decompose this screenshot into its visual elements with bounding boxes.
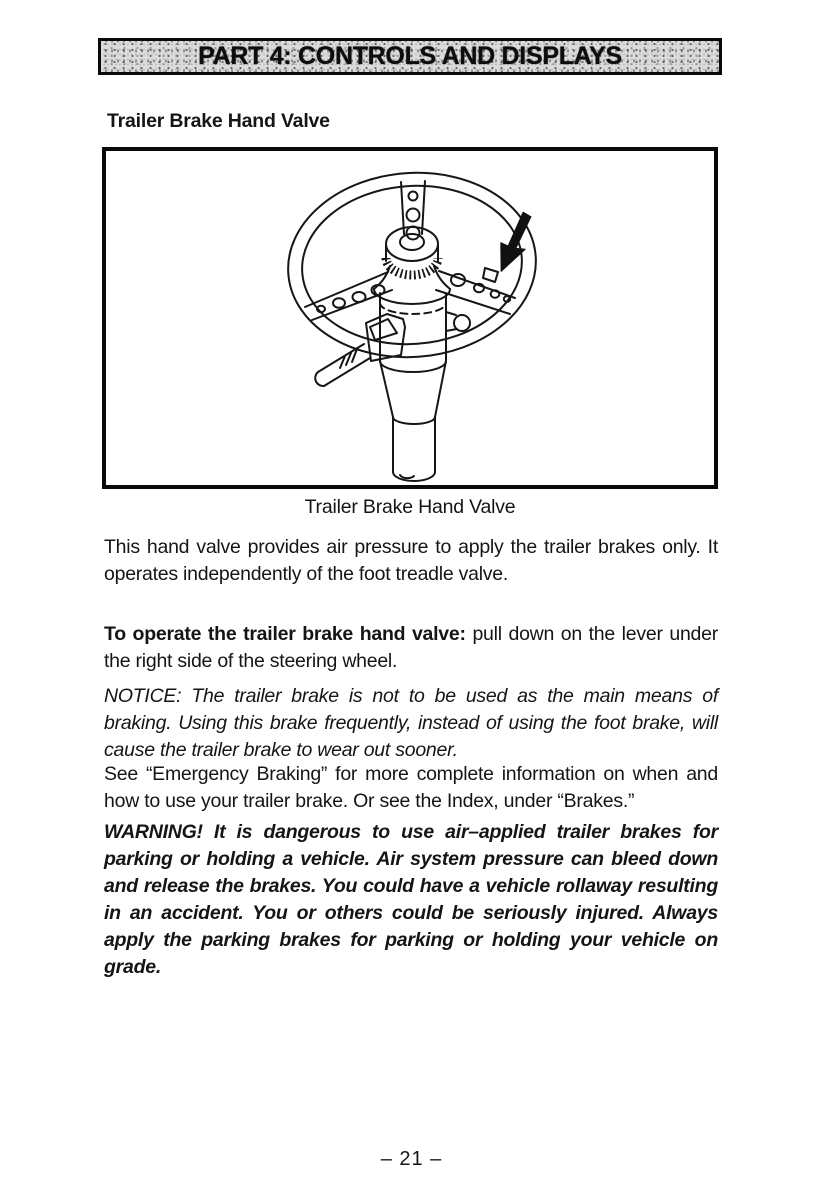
operate-text: pull down on the lever under the right side of the steering wheel. bbox=[104, 623, 718, 672]
figure-caption: Trailer Brake Hand Valve bbox=[304, 496, 516, 518]
notice-paragraph: NOTICE: The trailer brake is not to be used as the main means of braking. Using this brake frequently, instead of using the foot brake, will cause the trailer brake to wear out sooner. bbox=[104, 685, 718, 761]
warning-paragraph: WARNING! It is dangerous to use air–applied trailer brakes for parking or holding a vehicle. Air system pressure can bleed down and release the brakes. You could have a vehicle rollaway resulting in an accident. You or others could be seriously injured. Always apply the parking brakes for parking or holding your vehicle on grade. bbox=[104, 821, 718, 978]
steering-wheel-illustration bbox=[106, 151, 714, 484]
page-number: – 21 – bbox=[380, 1148, 443, 1170]
figure-box bbox=[102, 147, 718, 489]
topic-heading: Trailer Brake Hand Valve bbox=[107, 110, 330, 132]
section-banner bbox=[98, 38, 722, 75]
operate-label: To operate the trailer brake hand valve: bbox=[104, 623, 466, 645]
section-banner-title: PART 4: CONTROLS AND DISPLAYS bbox=[198, 42, 622, 70]
intro-paragraph: This hand valve provides air pressure to apply the trailer brakes only. It operates independently of the foot treadle valve. bbox=[104, 536, 718, 585]
top-spoke bbox=[401, 181, 425, 240]
steering-column bbox=[380, 293, 470, 481]
pointer-arrow bbox=[490, 209, 538, 277]
operate-paragraph bbox=[104, 621, 718, 675]
hand-valve-lever-tab bbox=[483, 268, 498, 282]
see-also-paragraph: See “Emergency Braking” for more complete information on when and how to use your trailer brake. Or see the Index, under “Brakes.” bbox=[104, 763, 718, 812]
